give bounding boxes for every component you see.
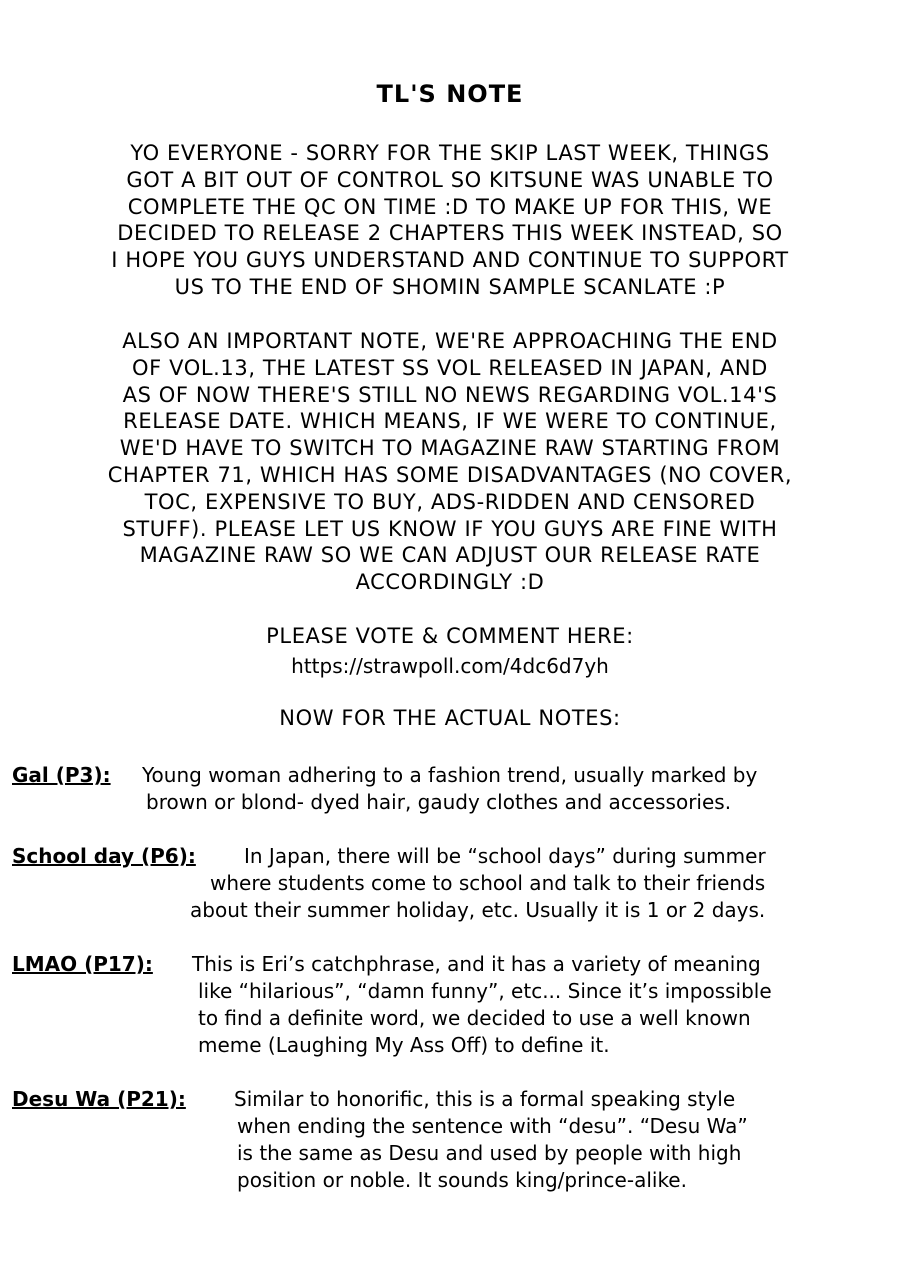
note-school-day <box>12 843 892 925</box>
paragraph-line: AS OF NOW THERE'S STILL NO NEWS REGARDING VOL.14'S <box>122 382 778 407</box>
paragraph-line: MAGAZINE RAW SO WE CAN ADJUST OUR RELEASE RATE <box>139 543 761 568</box>
paragraph-line: YO EVERYONE - SORRY FOR THE SKIP LAST WEEK, THINGS <box>130 141 770 165</box>
strawpoll-link[interactable]: https://strawpoll.com/4dc6d7yh <box>291 654 609 678</box>
note-line: Similar to honorific, this is a formal speaking style <box>234 1087 736 1111</box>
paragraph-line: RELEASE DATE. WHICH MEANS, IF WE WERE TO CONTINUE, <box>123 409 777 434</box>
note-gal <box>12 762 892 818</box>
note-line: In Japan, there will be “school days” during summer <box>244 844 766 868</box>
paragraph-line: STUFF). PLEASE LET US KNOW IF YOU GUYS ARE FINE WITH <box>122 516 778 541</box>
paragraph-line: ACCORDINGLY :D <box>355 570 545 595</box>
note-line: position or noble. It sounds king/prince-alike. <box>237 1168 687 1192</box>
paragraph-line: WE'D HAVE TO SWITCH TO MAGAZINE RAW STARTING FROM <box>119 436 781 461</box>
note-line: like “hilarious”, “damn funny”, etc... Since it’s impossible <box>198 979 772 1003</box>
note-line: about their summer holiday, etc. Usually it is 1 or 2 days. <box>190 898 766 922</box>
intro-paragraph <box>10 140 890 301</box>
paragraph-line: US TO THE END OF SHOMIN SAMPLE SCANLATE :P <box>174 274 726 299</box>
paragraph-line: ALSO AN IMPORTANT NOTE, WE'RE APPROACHING THE END <box>122 329 778 353</box>
notes-heading: NOW FOR THE ACTUAL NOTES: <box>279 706 621 730</box>
note-line: brown or blond- dyed hair, gaudy clothes and accessories. <box>146 790 732 814</box>
note-term: Gal (P3): <box>12 763 111 787</box>
paragraph-line: OF VOL.13, THE LATEST SS VOL RELEASED IN JAPAN, AND <box>132 355 768 380</box>
note-line: This is Eri’s catchphrase, and it has a variety of meaning <box>192 952 761 976</box>
paragraph-line: TOC, EXPENSIVE TO BUY, ADS-RIDDEN AND CENSORED <box>144 489 756 514</box>
paragraph-line: DECIDED TO RELEASE 2 CHAPTERS THIS WEEK INSTEAD, SO <box>117 221 783 246</box>
note-term: Desu Wa (P21): <box>12 1087 186 1111</box>
vote-label: PLEASE VOTE & COMMENT HERE: <box>266 624 634 648</box>
note-lmao <box>12 951 892 1061</box>
note-term: LMAO (P17): <box>12 952 153 976</box>
paragraph-line: CHAPTER 71, WHICH HAS SOME DISADVANTAGES (NO COVER, <box>107 462 793 487</box>
note-line: meme (Laughing My Ass Off) to define it. <box>198 1033 610 1057</box>
paragraph-line: COMPLETE THE QC ON TIME :D TO MAKE UP FOR THIS, WE <box>127 194 773 219</box>
note-line: where students come to school and talk to their friends <box>210 871 766 895</box>
note-line: is the same as Desu and used by people with high <box>237 1141 742 1165</box>
important-note-paragraph <box>10 328 890 596</box>
page-title: TL'S NOTE <box>376 80 524 108</box>
note-line: to find a definite word, we decided to use a well known <box>198 1006 751 1030</box>
note-line: when ending the sentence with “desu”. “Desu Wa” <box>237 1114 748 1138</box>
note-desu-wa <box>12 1086 892 1196</box>
paragraph-line: GOT A BIT OUT OF CONTROL SO KITSUNE WAS UNABLE TO <box>126 167 774 192</box>
note-line: Young woman adhering to a fashion trend, usually marked by <box>142 763 758 787</box>
paragraph-line: I HOPE YOU GUYS UNDERSTAND AND CONTINUE TO SUPPORT <box>111 248 789 273</box>
note-term: School day (P6): <box>12 844 196 868</box>
